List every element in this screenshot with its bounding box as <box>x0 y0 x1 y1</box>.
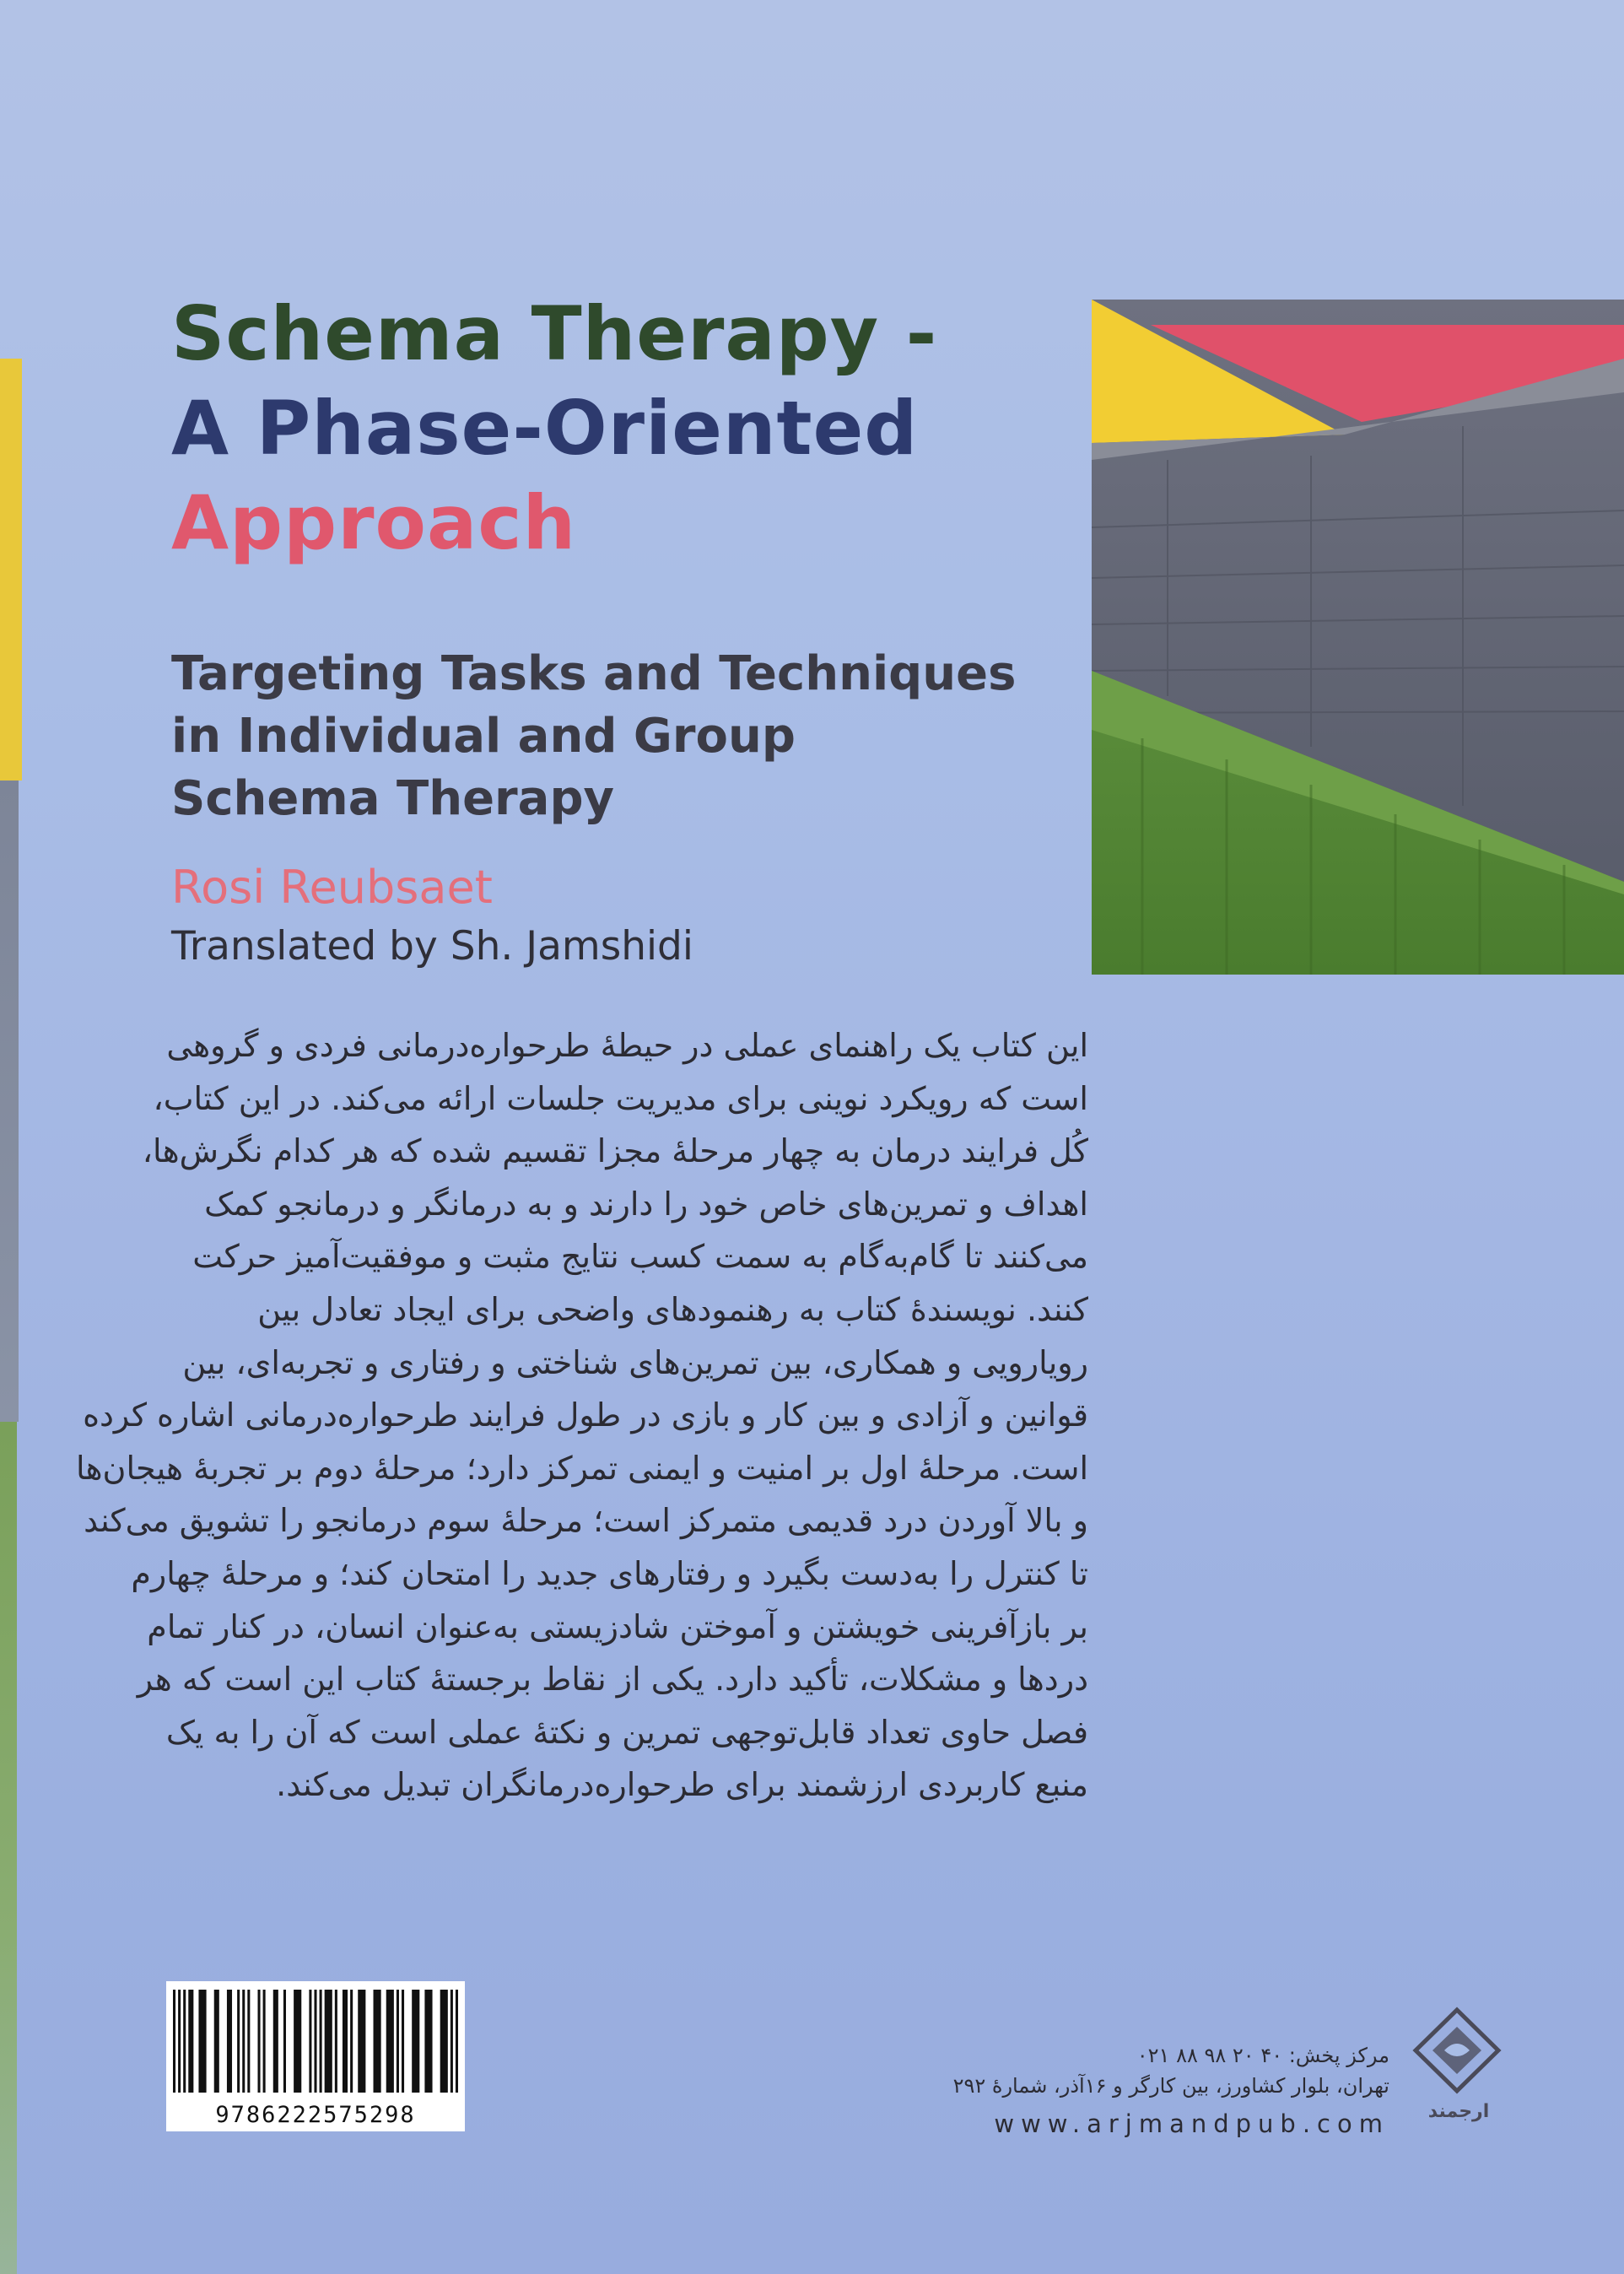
description-line: و بالا آوردن درد قدیمی متمرکز است؛ مرحلهٔ سوم درمانجو را تشویق می‌کند <box>84 1502 1088 1540</box>
barcode-bar <box>198 1990 206 2093</box>
barcode-bar <box>335 1990 337 2093</box>
barcode-bar <box>227 1990 232 2093</box>
isbn-number: 9786222575298 <box>215 2102 416 2128</box>
barcode-bars <box>173 1990 458 2093</box>
barcode-bar <box>273 1990 278 2093</box>
description-line: کنند. نویسندهٔ کتاب به رهنمودهای واضحی برای ایجاد تعادل بین <box>257 1290 1088 1328</box>
publisher-address: تهران، بلوار کشاورز، بین کارگر و ۱۶آذر، شمارهٔ ۲۹۲ <box>952 2074 1389 2098</box>
architecture-photo <box>1092 300 1624 975</box>
description-line: بر بازآفرینی خویشتن و آموختن شادزیستی به‌عنوان انسان، در کنار تمام <box>147 1607 1088 1645</box>
publisher-info <box>953 2040 1389 2138</box>
barcode-bar <box>402 1990 404 2093</box>
distribution-phone: مرکز پخش: ۴۰ ۲۰ ۹۸ ۸۸ ۰۲۱ <box>1136 2044 1389 2067</box>
barcode-bar <box>283 1990 286 2093</box>
barcode-bar <box>350 1990 353 2093</box>
description-line: می‌کنند تا گام‌به‌گام به سمت کسب نتایج مثبت و موفقیت‌آمیز حرکت <box>192 1238 1088 1276</box>
subtitle-line-2: in Individual and Group <box>171 709 796 764</box>
barcode-bar <box>188 1990 193 2093</box>
barcode-bar <box>247 1990 250 2093</box>
subtitle-line-3: Schema Therapy <box>171 771 615 826</box>
book-subtitle <box>171 643 1057 830</box>
spine-yellow-strip <box>0 359 22 781</box>
barcode-bar <box>173 1990 175 2093</box>
subtitle-line-1: Targeting Tasks and Techniques <box>171 646 1017 701</box>
barcode-bar <box>178 1990 181 2093</box>
barcode-bar <box>440 1990 448 2093</box>
barcode-bar <box>309 1990 311 2093</box>
barcode-bar <box>242 1990 245 2093</box>
barcode-bar <box>314 1990 316 2093</box>
barcode-bar <box>374 1990 381 2093</box>
isbn-barcode <box>166 1981 465 2131</box>
description-line: این کتاب یک راهنمای عملی در حیطهٔ طرحواره‌درمانی فردی و گروهی <box>166 1027 1088 1064</box>
description-line: است. مرحلهٔ اول بر امنیت و ایمنی تمرکز دارد؛ مرحلهٔ دوم بر تجربهٔ هیجان‌ها <box>75 1449 1088 1487</box>
publisher-website: www.arjmandpub.com <box>994 2109 1389 2138</box>
title-line-1: Schema Therapy - <box>171 290 938 377</box>
barcode-bar <box>412 1990 419 2093</box>
author-name: Rosi Reubsaet <box>171 861 493 914</box>
title-line-2: A Phase-Oriented <box>171 385 919 472</box>
barcode-bar <box>294 1990 301 2093</box>
book-title <box>171 287 1057 570</box>
description-line: قوانین و آزادی و بین کار و بازی در طول فرایند طرحواره‌درمانی اشاره کرده <box>83 1396 1088 1434</box>
barcode-bar <box>358 1990 365 2093</box>
description-line: است که رویکرد نوینی برای مدیریت جلسات ارائه می‌کند. در این کتاب، <box>153 1079 1088 1117</box>
barcode-bar <box>456 1990 458 2093</box>
barcode-bar <box>257 1990 260 2093</box>
description-line: اهداف و تمرین‌های خاص خود را دارند و به درمانگر و درمانجو کمک <box>204 1185 1088 1223</box>
barcode-bar <box>397 1990 399 2093</box>
spine-grey-strip <box>0 781 19 1422</box>
translator-credit: Translated by Sh. Jamshidi <box>171 923 693 970</box>
spine-green-strip <box>0 1422 17 2274</box>
description-line: فصل حاوی تعداد قابل‌توجهی تمرین و نکتهٔ عملی است که آن را به یک <box>165 1713 1088 1751</box>
description-line: منبع کاربردی ارزشمند برای طرحواره‌درمانگران تبدیل می‌کند. <box>276 1766 1088 1804</box>
title-line-3: Approach <box>171 479 577 566</box>
barcode-bar <box>424 1990 432 2093</box>
barcode-bar <box>386 1990 394 2093</box>
barcode-bar <box>343 1990 348 2093</box>
book-description <box>75 1019 1088 1812</box>
description-line: دردها و مشکلات، تأکید دارد. یکی از نقاط برجستهٔ کتاب این است که هر <box>137 1661 1088 1699</box>
barcode-bar <box>237 1990 240 2093</box>
publisher-logo-name: ارجمند <box>1427 2101 1490 2122</box>
description-line: تا کنترل را به‌دست بگیرد و رفتارهای جدید را امتحان کند؛ و مرحلهٔ چهارم <box>131 1554 1088 1592</box>
barcode-bar <box>183 1990 186 2093</box>
barcode-bar <box>320 1990 322 2093</box>
description-line: کُل فرایند درمان به چهار مرحلهٔ مجزا تقسیم شده که هر کدام نگرش‌ها، <box>142 1132 1088 1170</box>
barcode-bar <box>325 1990 332 2093</box>
barcode-bar <box>263 1990 266 2093</box>
barcode-bar <box>214 1990 219 2093</box>
description-line: رویارویی و همکاری، بین تمرین‌های شناختی و رفتاری و تجربه‌ای، بین <box>182 1343 1088 1381</box>
barcode-bar <box>451 1990 453 2093</box>
